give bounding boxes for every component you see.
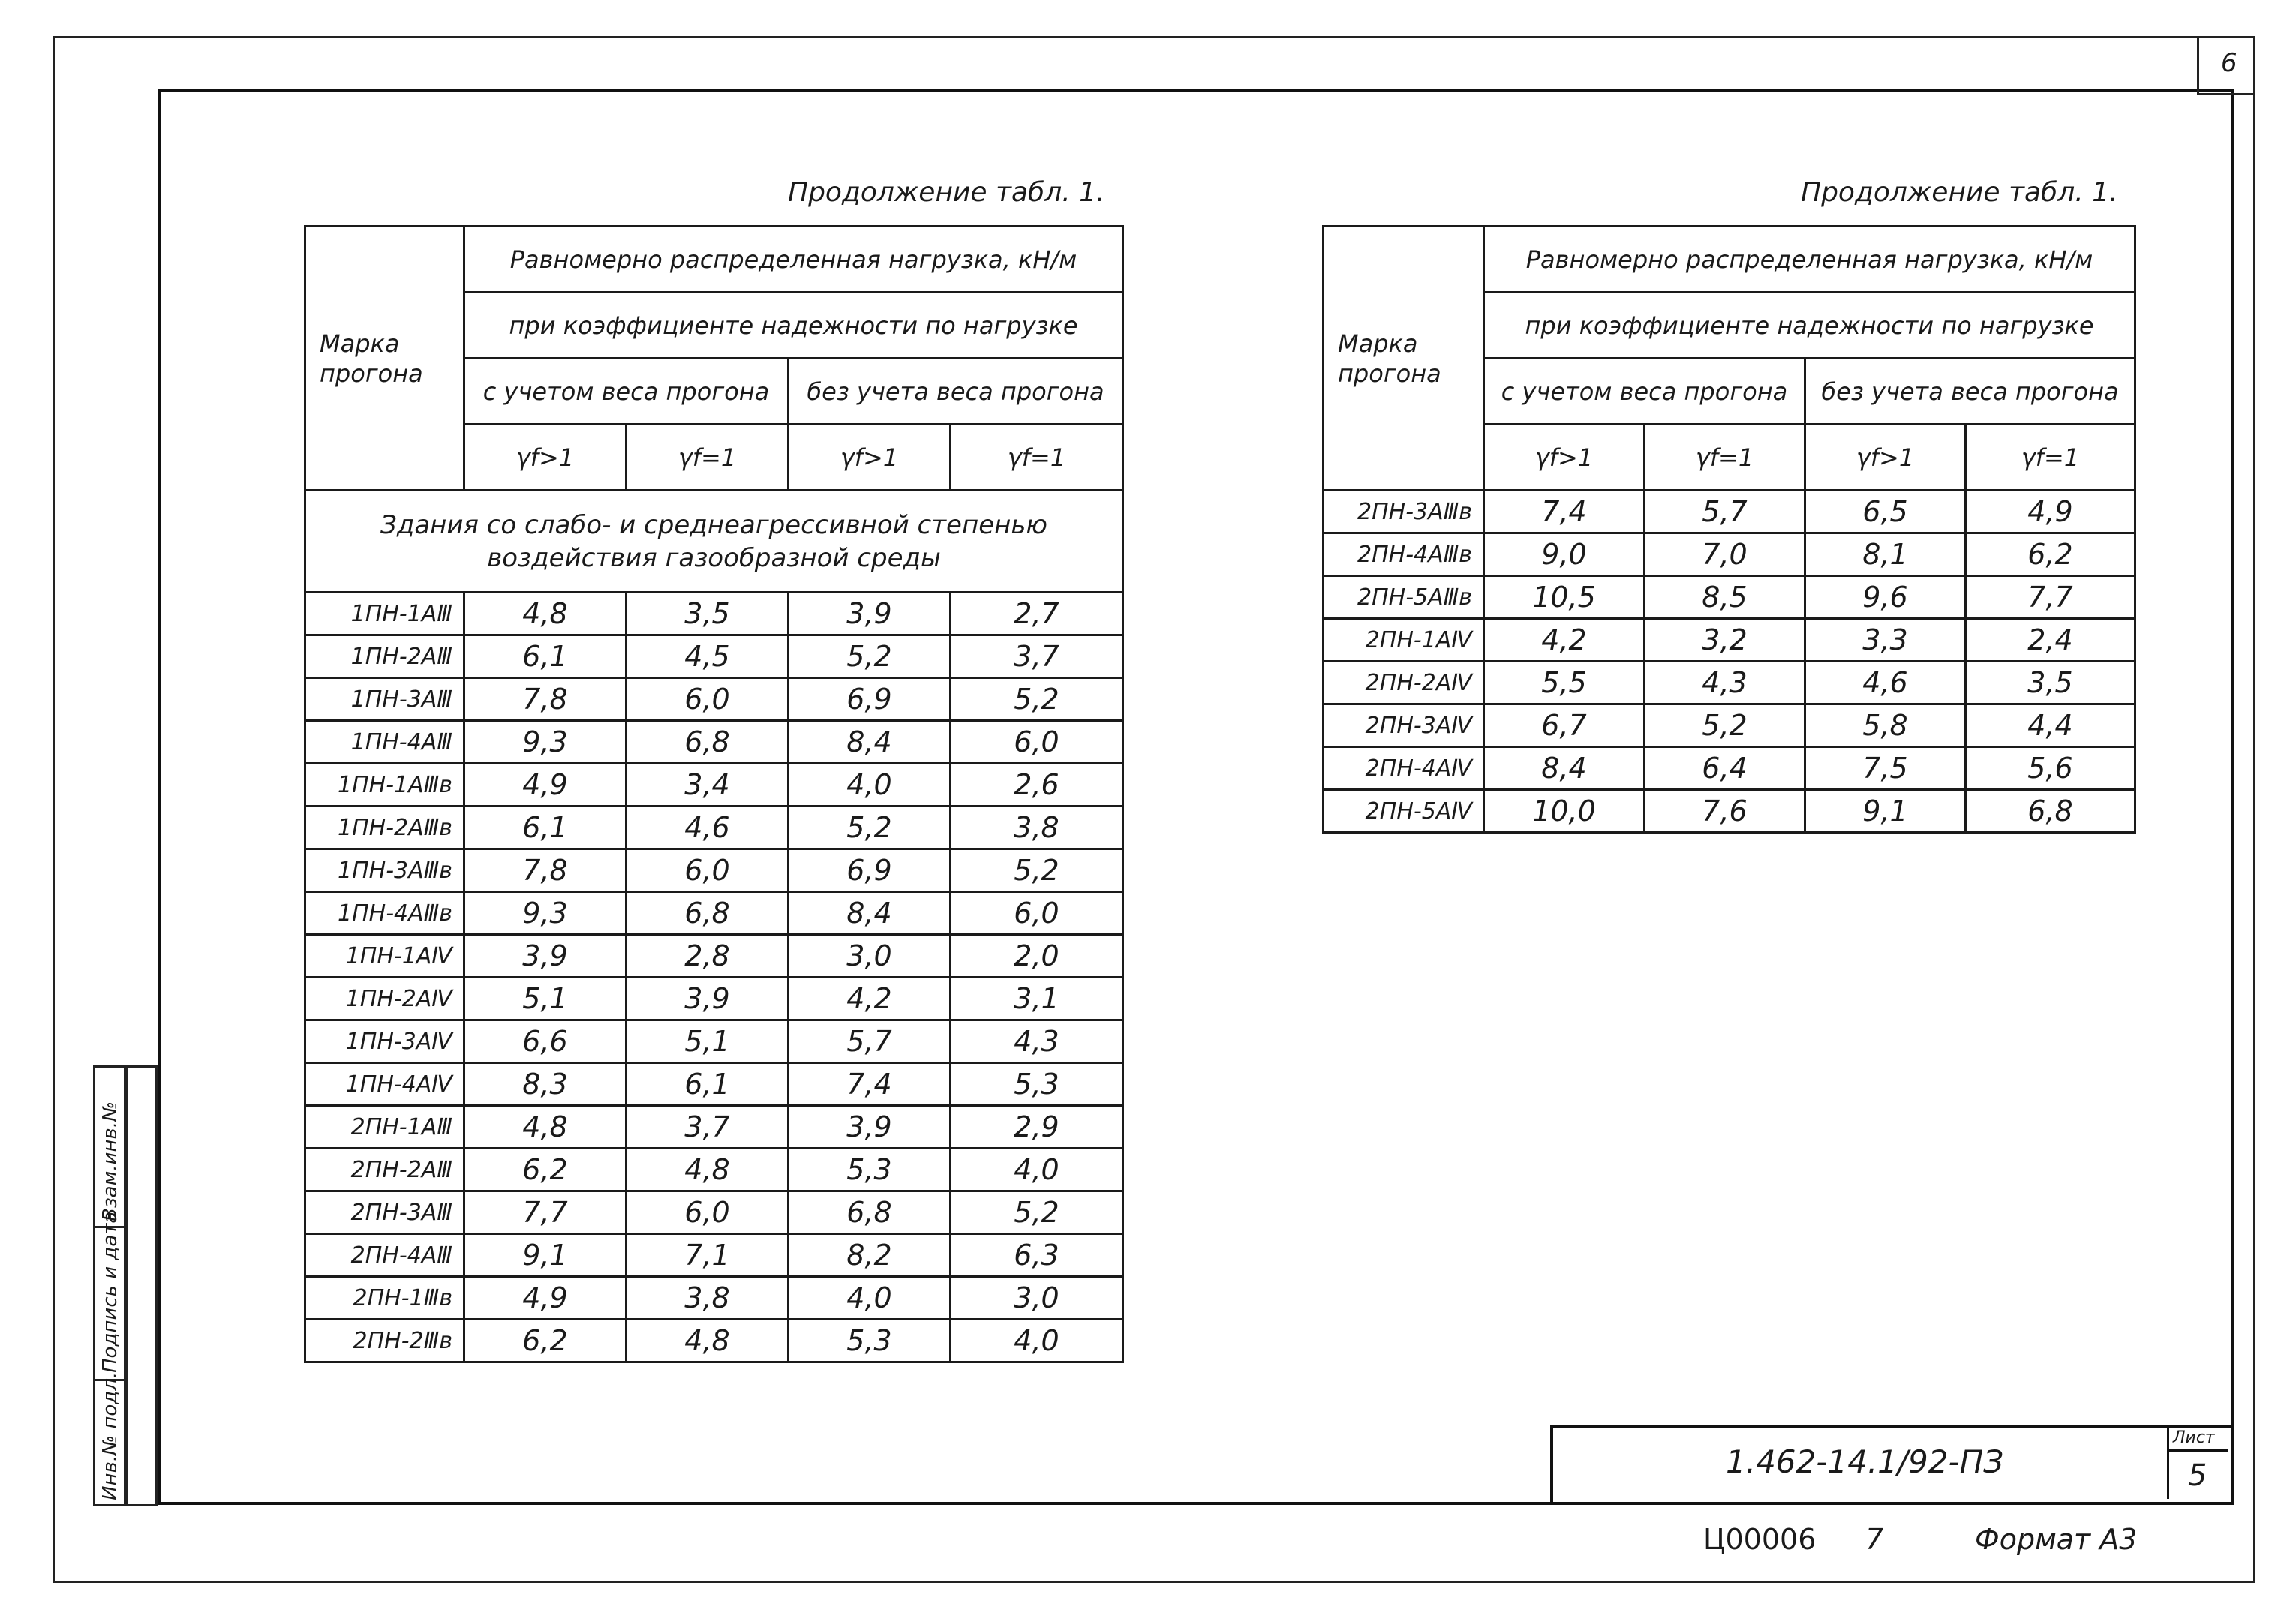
left-cell-value-with-gt: 4,8 bbox=[464, 1106, 627, 1149]
left-cell-mark: 2ПН-3АⅢ bbox=[305, 1191, 464, 1234]
right-with-weight-header: с учетом веса прогона bbox=[1484, 359, 1805, 425]
left-cell-value-without-eq: 3,8 bbox=[951, 807, 1123, 849]
left-cell-value-without-eq: 2,6 bbox=[951, 764, 1123, 807]
left-cell-value-without-eq: 3,7 bbox=[951, 635, 1123, 678]
right-cell-value-without-gt: 9,1 bbox=[1805, 790, 1966, 833]
left-cell-value-with-gt: 6,1 bbox=[464, 635, 627, 678]
right-cell-mark: 2ПН-4АⅣ bbox=[1324, 747, 1484, 790]
left-cell-value-without-eq: 5,2 bbox=[951, 1191, 1123, 1234]
left-cell-value-with-gt: 4,9 bbox=[464, 1277, 627, 1320]
left-cell-value-with-eq: 3,7 bbox=[627, 1106, 789, 1149]
left-cell-value-with-gt: 4,8 bbox=[464, 593, 627, 635]
left-cell-value-without-gt: 5,2 bbox=[789, 635, 951, 678]
right-table-row bbox=[1324, 533, 2135, 576]
left-table-row bbox=[305, 1063, 1123, 1106]
right-cell-value-without-eq: 4,4 bbox=[1966, 704, 2135, 747]
left-cell-value-with-eq: 6,0 bbox=[627, 678, 789, 721]
left-cell-value-with-eq: 3,4 bbox=[627, 764, 789, 807]
left-cell-value-without-eq: 4,0 bbox=[951, 1320, 1123, 1362]
right-cell-value-with-gt: 10,0 bbox=[1484, 790, 1645, 833]
left-cell-mark: 1ПН-1АⅢ bbox=[305, 593, 464, 635]
left-cell-value-without-eq: 5,3 bbox=[951, 1063, 1123, 1106]
right-cell-mark: 2ПН-3АⅣ bbox=[1324, 704, 1484, 747]
left-cell-mark: 1ПН-4АⅢв bbox=[305, 892, 464, 935]
left-with-weight-header: с учетом веса прогона bbox=[464, 359, 789, 425]
left-table-row bbox=[305, 1320, 1123, 1362]
right-table-row bbox=[1324, 747, 2135, 790]
left-cell-value-with-gt: 7,7 bbox=[464, 1191, 627, 1234]
right-gamma-gt-1: γf>1 bbox=[1484, 425, 1645, 491]
right-cell-value-without-gt: 7,5 bbox=[1805, 747, 1966, 790]
left-cell-value-with-gt: 6,2 bbox=[464, 1149, 627, 1191]
left-cell-value-with-gt: 9,3 bbox=[464, 892, 627, 935]
stamp-label-inv: Инв.№ подл. bbox=[99, 1371, 122, 1500]
right-cell-value-with-gt: 9,0 bbox=[1484, 533, 1645, 576]
right-cell-value-without-gt: 3,3 bbox=[1805, 619, 1966, 662]
left-table-row bbox=[305, 935, 1123, 978]
right-cell-mark: 2ПН-2АⅣ bbox=[1324, 662, 1484, 704]
right-cell-mark: 2ПН-5АⅢв bbox=[1324, 576, 1484, 619]
left-cell-value-with-eq: 7,1 bbox=[627, 1234, 789, 1277]
left-cell-value-with-eq: 6,1 bbox=[627, 1063, 789, 1106]
right-cell-value-without-eq: 4,9 bbox=[1966, 491, 2135, 533]
left-table-row bbox=[305, 721, 1123, 764]
left-cell-value-with-gt: 9,1 bbox=[464, 1234, 627, 1277]
left-table-row bbox=[305, 764, 1123, 807]
left-cell-mark: 1ПН-3АⅢ bbox=[305, 678, 464, 721]
left-cell-value-without-gt: 8,4 bbox=[789, 892, 951, 935]
left-cell-value-with-eq: 6,0 bbox=[627, 1191, 789, 1234]
right-table-row bbox=[1324, 704, 2135, 747]
left-cell-value-with-gt: 4,9 bbox=[464, 764, 627, 807]
left-coef-header: при коэффициенте надежности по нагрузке bbox=[464, 293, 1123, 359]
right-table-row bbox=[1324, 790, 2135, 833]
right-cell-value-without-gt: 5,8 bbox=[1805, 704, 1966, 747]
right-cell-value-with-gt: 7,4 bbox=[1484, 491, 1645, 533]
left-brand-header: Марка прогона bbox=[305, 227, 464, 491]
right-cell-value-without-eq: 2,4 bbox=[1966, 619, 2135, 662]
left-cell-value-without-eq: 4,3 bbox=[951, 1020, 1123, 1063]
left-cell-value-without-gt: 5,7 bbox=[789, 1020, 951, 1063]
left-cell-mark: 1ПН-3АⅢв bbox=[305, 849, 464, 892]
right-cell-value-with-gt: 4,2 bbox=[1484, 619, 1645, 662]
left-cell-value-without-gt: 4,0 bbox=[789, 764, 951, 807]
right-cell-value-without-eq: 7,7 bbox=[1966, 576, 2135, 619]
left-cell-mark: 1ПН-2АⅣ bbox=[305, 978, 464, 1020]
left-cell-value-without-gt: 5,3 bbox=[789, 1149, 951, 1191]
right-cell-value-with-eq: 5,7 bbox=[1645, 491, 1805, 533]
right-brand-header: Марка прогона bbox=[1324, 227, 1484, 491]
left-cell-value-without-gt: 5,2 bbox=[789, 807, 951, 849]
right-without-weight-header: без учета веса прогона bbox=[1805, 359, 2135, 425]
left-gamma-eq-1: γf=1 bbox=[627, 425, 789, 491]
right-cell-value-with-eq: 4,3 bbox=[1645, 662, 1805, 704]
left-cell-value-without-gt: 8,2 bbox=[789, 1234, 951, 1277]
right-table-row bbox=[1324, 576, 2135, 619]
left-table bbox=[304, 225, 1124, 1363]
left-cell-value-without-gt: 4,2 bbox=[789, 978, 951, 1020]
left-cell-mark: 1ПН-2АⅢ bbox=[305, 635, 464, 678]
left-cell-value-with-gt: 6,1 bbox=[464, 807, 627, 849]
stamp-label-replace: Взам.инв.№ bbox=[99, 1101, 122, 1221]
left-cell-value-without-gt: 7,4 bbox=[789, 1063, 951, 1106]
left-table-row bbox=[305, 1277, 1123, 1320]
left-cell-value-without-eq: 6,0 bbox=[951, 892, 1123, 935]
left-cell-value-with-gt: 9,3 bbox=[464, 721, 627, 764]
right-cell-mark: 2ПН-4АⅢв bbox=[1324, 533, 1484, 576]
left-cell-value-with-eq: 3,9 bbox=[627, 978, 789, 1020]
right-cell-value-without-eq: 6,8 bbox=[1966, 790, 2135, 833]
left-gamma-gt-2: γf>1 bbox=[789, 425, 951, 491]
left-cell-value-without-eq: 2,9 bbox=[951, 1106, 1123, 1149]
right-gamma-eq-2: γf=1 bbox=[1966, 425, 2135, 491]
left-cell-value-without-gt: 6,8 bbox=[789, 1191, 951, 1234]
left-table-row bbox=[305, 978, 1123, 1020]
left-table-caption: Продолжение табл. 1. bbox=[788, 177, 1105, 208]
stamp-label-signature: Подпись и дата bbox=[99, 1211, 122, 1373]
right-gamma-eq-1: γf=1 bbox=[1645, 425, 1805, 491]
left-cell-mark: 1ПН-2АⅢв bbox=[305, 807, 464, 849]
right-cell-mark: 2ПН-1АⅣ bbox=[1324, 619, 1484, 662]
left-cell-value-with-gt: 3,9 bbox=[464, 935, 627, 978]
left-cell-value-with-gt: 7,8 bbox=[464, 849, 627, 892]
left-cell-mark: 2ПН-2Ⅲв bbox=[305, 1320, 464, 1362]
left-table-row bbox=[305, 593, 1123, 635]
right-cell-value-without-eq: 3,5 bbox=[1966, 662, 2135, 704]
right-cell-value-without-gt: 6,5 bbox=[1805, 491, 1966, 533]
left-cell-value-without-eq: 2,0 bbox=[951, 935, 1123, 978]
right-cell-value-with-eq: 8,5 bbox=[1645, 576, 1805, 619]
left-cell-mark: 2ПН-4АⅢ bbox=[305, 1234, 464, 1277]
left-cell-value-without-eq: 5,2 bbox=[951, 678, 1123, 721]
left-gamma-eq-2: γf=1 bbox=[951, 425, 1123, 491]
left-table-row bbox=[305, 892, 1123, 935]
left-cell-value-without-gt: 3,9 bbox=[789, 593, 951, 635]
right-coef-header: при коэффициенте надежности по нагрузке bbox=[1484, 293, 2135, 359]
left-cell-value-without-gt: 3,0 bbox=[789, 935, 951, 978]
left-cell-mark: 1ПН-1АⅣ bbox=[305, 935, 464, 978]
right-cell-value-with-gt: 6,7 bbox=[1484, 704, 1645, 747]
right-cell-value-with-eq: 3,2 bbox=[1645, 619, 1805, 662]
left-cell-value-without-eq: 5,2 bbox=[951, 849, 1123, 892]
left-cell-value-with-eq: 4,8 bbox=[627, 1149, 789, 1191]
left-load-header: Равномерно распределенная нагрузка, кН/м bbox=[464, 227, 1123, 293]
left-cell-value-without-eq: 4,0 bbox=[951, 1149, 1123, 1191]
left-table-row bbox=[305, 678, 1123, 721]
left-cell-mark: 2ПН-2АⅢ bbox=[305, 1149, 464, 1191]
right-table-row bbox=[1324, 619, 2135, 662]
stamp-strip-col2 bbox=[126, 1065, 158, 1506]
left-cell-value-with-gt: 6,6 bbox=[464, 1020, 627, 1063]
title-block-sheet-number: 5 bbox=[2188, 1458, 2207, 1493]
right-cell-value-without-gt: 4,6 bbox=[1805, 662, 1966, 704]
left-cell-value-without-eq: 2,7 bbox=[951, 593, 1123, 635]
left-gamma-gt-1: γf>1 bbox=[464, 425, 627, 491]
left-cell-value-without-gt: 6,9 bbox=[789, 849, 951, 892]
right-table-caption: Продолжение табл. 1. bbox=[1801, 177, 2118, 208]
left-cell-mark: 1ПН-3АⅣ bbox=[305, 1020, 464, 1063]
left-table-row bbox=[305, 807, 1123, 849]
left-cell-value-with-gt: 6,2 bbox=[464, 1320, 627, 1362]
left-cell-value-with-eq: 3,8 bbox=[627, 1277, 789, 1320]
left-cell-value-without-gt: 6,9 bbox=[789, 678, 951, 721]
left-cell-value-with-eq: 6,8 bbox=[627, 721, 789, 764]
left-table-row bbox=[305, 1106, 1123, 1149]
left-table-row bbox=[305, 635, 1123, 678]
left-cell-value-with-eq: 2,8 bbox=[627, 935, 789, 978]
right-cell-mark: 2ПН-3АⅢв bbox=[1324, 491, 1484, 533]
right-cell-value-without-eq: 6,2 bbox=[1966, 533, 2135, 576]
footer-format: Формат А3 bbox=[1975, 1523, 2138, 1556]
right-cell-value-with-eq: 7,0 bbox=[1645, 533, 1805, 576]
right-gamma-gt-2: γf>1 bbox=[1805, 425, 1966, 491]
left-cell-value-with-gt: 5,1 bbox=[464, 978, 627, 1020]
footer-archive-code: Ц00006 bbox=[1703, 1523, 1817, 1556]
left-cell-value-with-eq: 3,5 bbox=[627, 593, 789, 635]
left-cell-value-with-gt: 7,8 bbox=[464, 678, 627, 721]
left-cell-value-with-gt: 8,3 bbox=[464, 1063, 627, 1106]
left-table-row bbox=[305, 1191, 1123, 1234]
left-cell-value-with-eq: 6,0 bbox=[627, 849, 789, 892]
right-cell-value-with-gt: 5,5 bbox=[1484, 662, 1645, 704]
left-table-row bbox=[305, 849, 1123, 892]
left-cell-value-without-gt: 4,0 bbox=[789, 1277, 951, 1320]
left-cell-mark: 1ПН-1АⅢв bbox=[305, 764, 464, 807]
left-cell-mark: 1ПН-4АⅢ bbox=[305, 721, 464, 764]
right-table-row bbox=[1324, 491, 2135, 533]
left-group-title: Здания со слабо- и среднеагрессивной степенью воздействия газообразной среды bbox=[305, 491, 1123, 593]
left-table-row bbox=[305, 1149, 1123, 1191]
left-cell-value-without-eq: 3,0 bbox=[951, 1277, 1123, 1320]
left-table-row bbox=[305, 1234, 1123, 1277]
right-table-row bbox=[1324, 662, 2135, 704]
left-table-row bbox=[305, 1020, 1123, 1063]
corner-number: 6 bbox=[2221, 48, 2237, 78]
title-block-doc-code: 1.462-14.1/92-ПЗ bbox=[1726, 1443, 2004, 1480]
right-table bbox=[1322, 225, 2136, 834]
right-cell-value-with-eq: 7,6 bbox=[1645, 790, 1805, 833]
left-cell-value-without-gt: 3,9 bbox=[789, 1106, 951, 1149]
left-cell-value-with-eq: 4,5 bbox=[627, 635, 789, 678]
left-cell-mark: 1ПН-4АⅣ bbox=[305, 1063, 464, 1106]
left-cell-value-with-eq: 5,1 bbox=[627, 1020, 789, 1063]
right-cell-value-without-gt: 9,6 bbox=[1805, 576, 1966, 619]
right-cell-value-with-gt: 10,5 bbox=[1484, 576, 1645, 619]
right-load-header: Равномерно распределенная нагрузка, кН/м bbox=[1484, 227, 2135, 293]
left-cell-mark: 2ПН-1Ⅲв bbox=[305, 1277, 464, 1320]
right-cell-value-with-eq: 6,4 bbox=[1645, 747, 1805, 790]
title-block-sheet-label: Лист bbox=[2173, 1428, 2215, 1447]
left-cell-value-without-gt: 5,3 bbox=[789, 1320, 951, 1362]
left-cell-value-without-gt: 8,4 bbox=[789, 721, 951, 764]
right-cell-value-without-eq: 5,6 bbox=[1966, 747, 2135, 790]
left-without-weight-header: без учета веса прогона bbox=[789, 359, 1123, 425]
left-cell-value-with-eq: 4,8 bbox=[627, 1320, 789, 1362]
right-cell-value-with-eq: 5,2 bbox=[1645, 704, 1805, 747]
title-block-sheet-label-line bbox=[2167, 1449, 2228, 1452]
footer-copy-number: 7 bbox=[1865, 1523, 1884, 1556]
left-cell-value-without-eq: 3,1 bbox=[951, 978, 1123, 1020]
left-cell-value-with-eq: 4,6 bbox=[627, 807, 789, 849]
left-cell-mark: 2ПН-1АⅢ bbox=[305, 1106, 464, 1149]
right-cell-mark: 2ПН-5АⅣ bbox=[1324, 790, 1484, 833]
left-cell-value-without-eq: 6,3 bbox=[951, 1234, 1123, 1277]
left-cell-value-without-eq: 6,0 bbox=[951, 721, 1123, 764]
left-cell-value-with-eq: 6,8 bbox=[627, 892, 789, 935]
right-cell-value-without-gt: 8,1 bbox=[1805, 533, 1966, 576]
right-cell-value-with-gt: 8,4 bbox=[1484, 747, 1645, 790]
